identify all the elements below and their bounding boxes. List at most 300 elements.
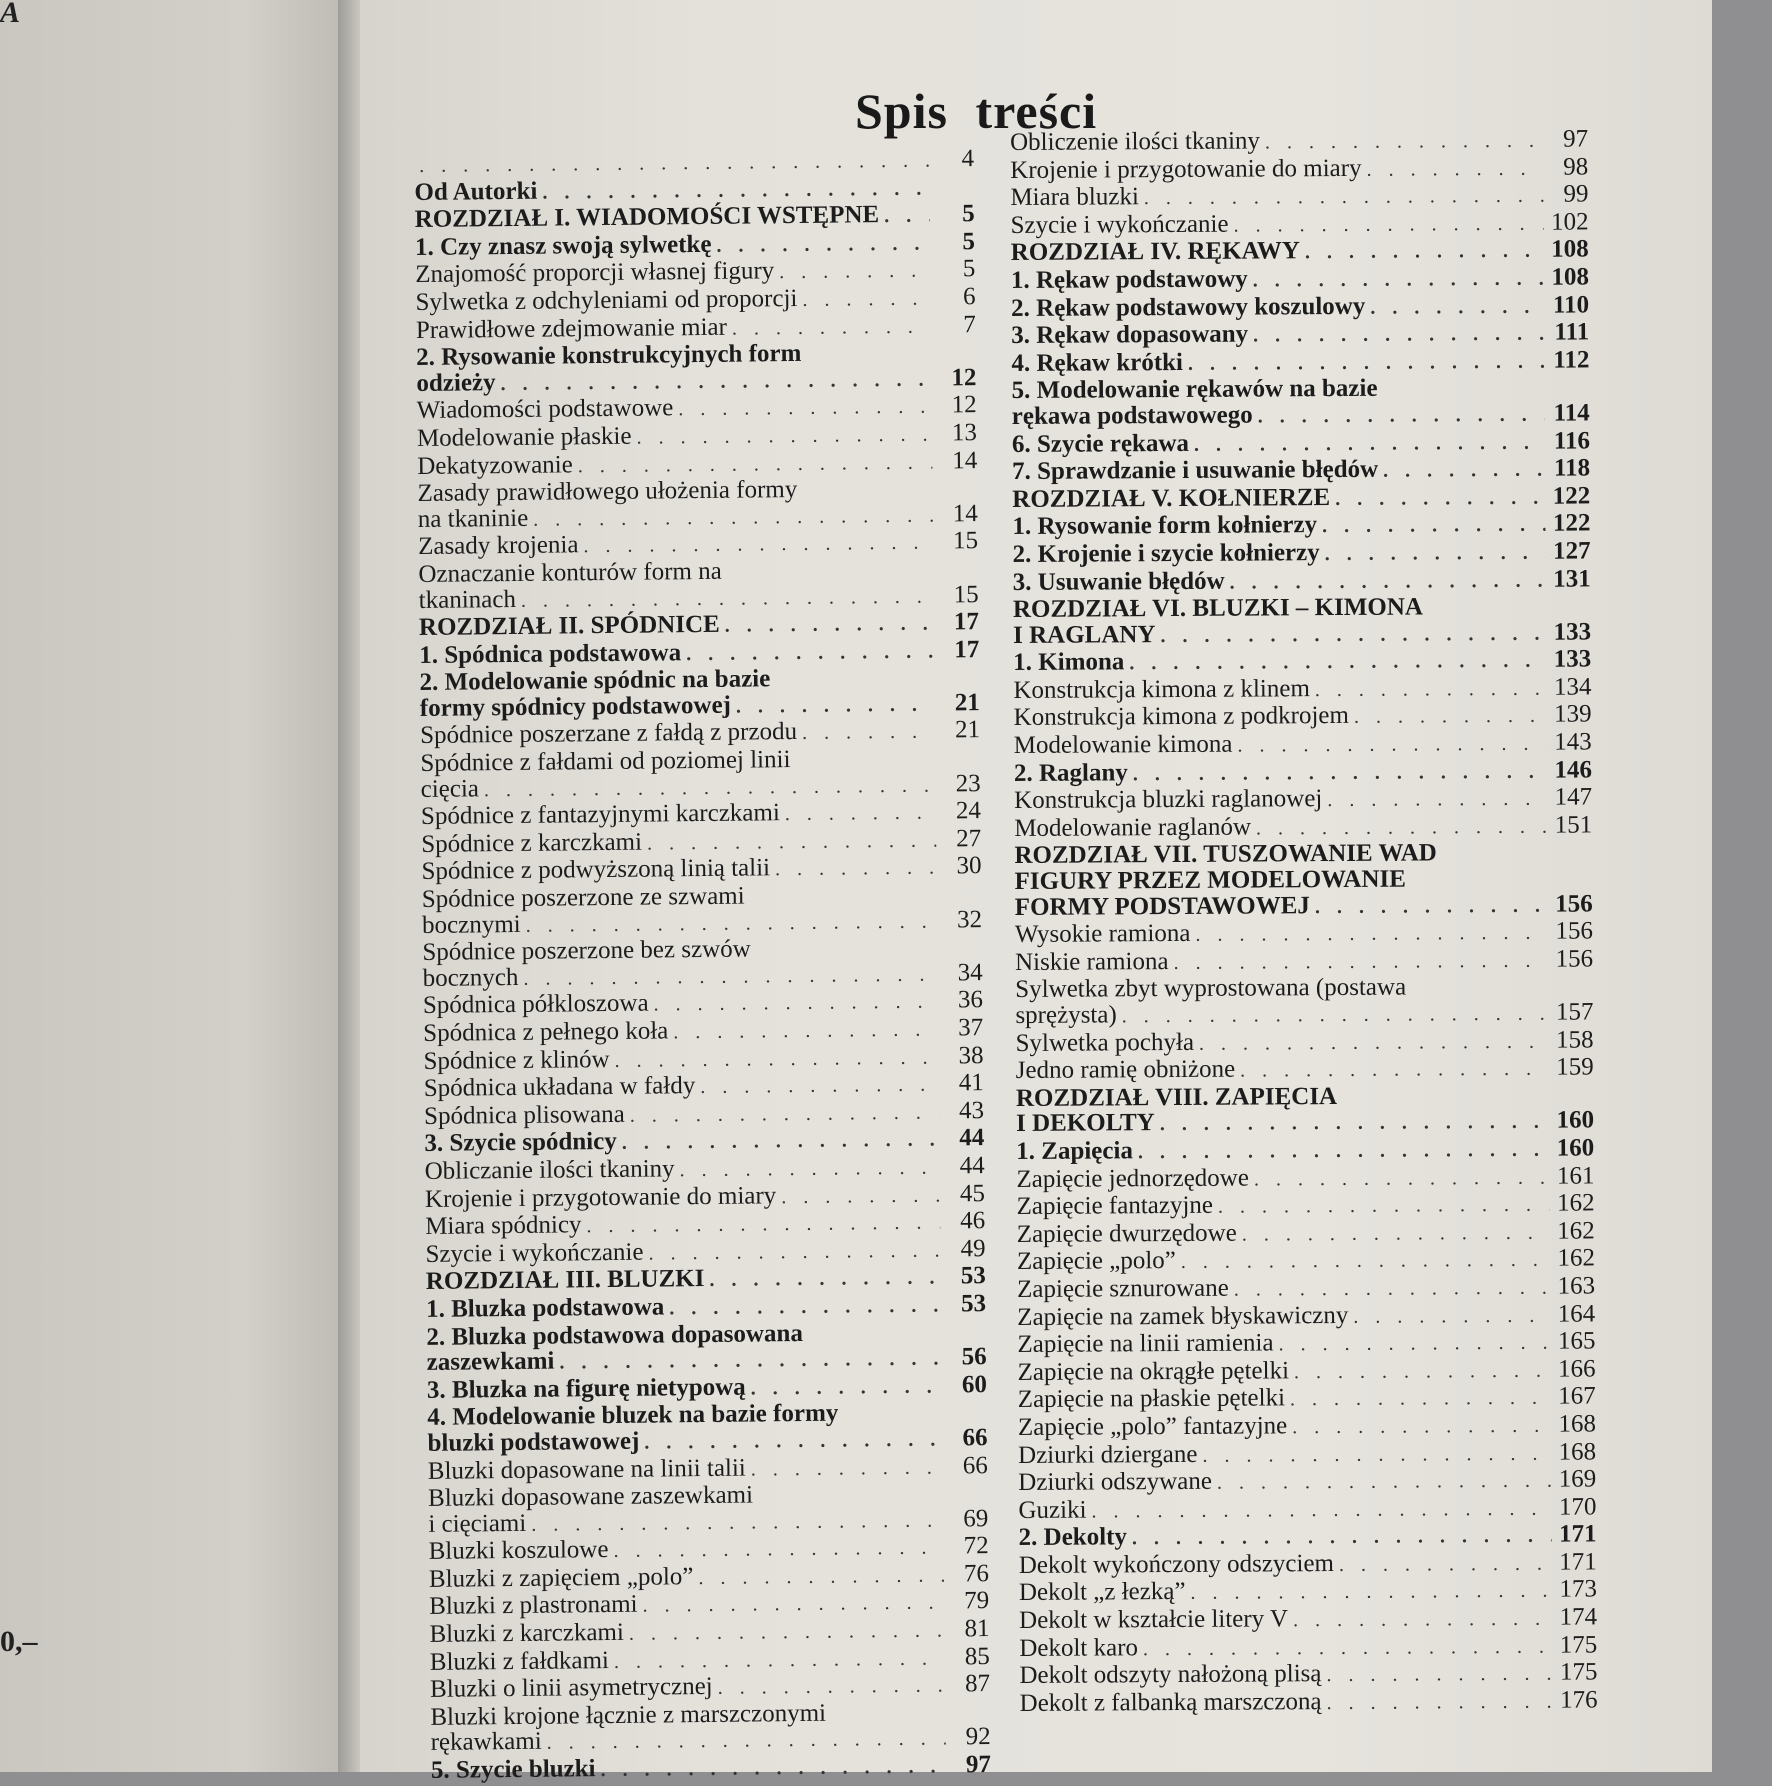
toc-page-number: 12 [937, 392, 977, 418]
toc-entry-title: 2. Krojenie i szycie kołnierzy [1013, 540, 1320, 567]
toc-entry-title: Krojenie i przygotowanie do miary [425, 1183, 777, 1212]
toc-page-number: 5 [935, 229, 975, 255]
toc-entry-title: 1. Kimona [1013, 650, 1124, 676]
toc-page-number: 69 [948, 1506, 988, 1532]
toc-entry-line [1016, 1055, 1594, 1086]
toc-entry-title-continued: rękawkami [431, 1729, 542, 1756]
toc-page-number: 99 [1548, 182, 1588, 208]
toc-page-number: 162 [1555, 1218, 1595, 1244]
toc-entry-title: Spódnice poszerzone ze szwami [422, 883, 745, 913]
toc-entry [419, 664, 980, 723]
toc-entry-line [1017, 1301, 1595, 1332]
toc-entry-title: Szycie i wykończanie [1011, 211, 1229, 238]
toc-entry-line [1010, 182, 1588, 213]
toc-page-number: 98 [1548, 154, 1588, 180]
toc-leader-dots [1091, 1496, 1551, 1524]
toc-leader-dots [1370, 294, 1544, 321]
toc-entry-line [1017, 1273, 1595, 1304]
toc-page-number: 14 [938, 501, 978, 527]
toc-entry-line [1014, 702, 1592, 733]
toc-entry-title: 7. Sprawdzanie i usuwanie błędów [1012, 457, 1378, 485]
toc-entry-title: 5. Szycie bluzki [431, 1756, 596, 1783]
toc-entry-line [1012, 456, 1590, 487]
toc-entry-line [1011, 347, 1589, 378]
toc-page-number: 44 [944, 1125, 984, 1151]
toc-entry [1016, 1055, 1594, 1086]
toc-entry [1014, 702, 1592, 733]
toc-entry-title: ROZDZIAŁ III. BLUZKI [426, 1266, 705, 1295]
toc-entry-title: Zapięcie „polo” [1017, 1248, 1176, 1275]
toc-entry-title: 1. Zapięcia [1016, 1138, 1133, 1164]
toc-page-number: 122 [1550, 483, 1590, 509]
toc-entry-title: Obliczenie ilości tkaniny [1010, 128, 1260, 155]
toc-entry-line [1017, 1329, 1595, 1360]
toc-entry-title: ROZDZIAŁ VIII. ZAPIĘCIA [1016, 1083, 1337, 1112]
toc-entry-title-continued: cięcia [421, 776, 480, 802]
toc-entry-title: Zapięcie dwurzędowe [1017, 1220, 1237, 1247]
toc-entry-title: ROZDZIAŁ IV. RĘKAWY [1011, 239, 1300, 266]
toc-entry-line [1018, 1356, 1596, 1387]
toc-page-number: 151 [1552, 812, 1592, 838]
toc-entry-title-continued: odzieży [416, 370, 495, 396]
toc-entry [1017, 1273, 1595, 1304]
toc-entry-title-continued: rękawa podstawowego [1012, 402, 1253, 429]
toc-entry-title-continued: sprężysta) [1015, 1002, 1116, 1028]
toc-leader-dots [1253, 267, 1544, 294]
toc-page-number: 76 [949, 1561, 989, 1587]
toc-leader-dots [613, 1536, 943, 1565]
toc-leader-dots [1326, 1690, 1552, 1717]
toc-entry-line [1018, 1411, 1596, 1442]
toc-entry [1019, 1522, 1597, 1553]
toc-leader-dots [1233, 212, 1543, 239]
toc-entry [1014, 757, 1592, 788]
toc-leader-dots [1173, 949, 1548, 977]
toc-entry-title: Znajomość proporcji własnej figury [415, 259, 774, 288]
toc-entry-title: 1. Bluzka podstawowa [426, 1294, 665, 1322]
toc-entry [1013, 647, 1591, 678]
toc-entry-line [1010, 154, 1588, 185]
toc-entry-title: 2. Modelowanie spódnic na bazie [419, 666, 770, 697]
toc-entry-title: Dekolt „z łezką” [1019, 1579, 1186, 1606]
toc-entry [1011, 347, 1589, 378]
toc-leader-dots [1254, 1165, 1550, 1192]
toc-page-number: 97 [951, 1752, 991, 1778]
toc-entry-title: 1. Spódnica podstawowa [419, 640, 681, 668]
toc-page-number: 46 [945, 1208, 985, 1234]
toc-page-number: 32 [942, 907, 982, 933]
toc-entry-title: Od Autorki [414, 178, 537, 205]
toc-page-number: 131 [1551, 566, 1591, 592]
toc-entry-title: ROZDZIAŁ II. SPÓDNICE [419, 612, 720, 641]
toc-page-number: 169 [1556, 1467, 1596, 1493]
toc-entry [1019, 1605, 1597, 1636]
toc-page-number: 24 [941, 798, 981, 824]
toc-leader-dots [732, 314, 931, 342]
toc-entry-title: Zapięcie na płaskie pętelki [1018, 1386, 1285, 1413]
toc-page-number: 81 [949, 1616, 989, 1642]
toc-entry [1010, 154, 1588, 185]
toc-page-number: 168 [1556, 1411, 1596, 1437]
toc-page-number: 162 [1555, 1246, 1595, 1272]
toc-entry [1011, 292, 1589, 323]
page-title: Spis treści [855, 82, 1097, 140]
toc-entry [1018, 1356, 1596, 1387]
toc-entry-title: Spódnice z karczkami [421, 829, 642, 857]
toc-entry-title: Bluzki krojone łącznie z marszczonymi [430, 1700, 826, 1731]
toc-leader-dots [614, 1646, 945, 1675]
toc-leader-dots [642, 1591, 944, 1620]
toc-page-number: 133 [1551, 619, 1591, 645]
toc-leader-dots [781, 1183, 940, 1210]
toc-leader-dots [802, 287, 930, 314]
toc-leader-dots [648, 1238, 940, 1267]
toc-entry-line [1019, 1577, 1597, 1608]
toc-entry-line [1016, 1082, 1594, 1111]
toc-page-number: 161 [1554, 1163, 1594, 1189]
toc-leader-dots [802, 720, 935, 747]
toc-leader-dots [1278, 1331, 1550, 1358]
toc-entry-title: Spódnica układana w fałdy [424, 1073, 696, 1101]
left-page [0, 0, 350, 1772]
toc-leader-dots [1354, 704, 1547, 731]
toc-page-number: 116 [1550, 428, 1590, 454]
toc-entry-title: 2. Rysowanie konstrukcyjnych form [416, 340, 802, 371]
toc-leader-dots [1305, 239, 1544, 266]
toc-entry-title: 2. Raglany [1014, 760, 1128, 786]
toc-leader-dots [1144, 184, 1544, 212]
toc-leader-dots [1339, 1552, 1552, 1579]
toc-entry [1013, 538, 1591, 569]
toc-leader-dots [1265, 129, 1543, 156]
toc-entry-title: Spódnica plisowana [424, 1102, 625, 1130]
toc-entry [1019, 1632, 1597, 1663]
toc-entry-title: Spódnice poszerzane z fałdą z przodu [420, 719, 797, 749]
toc-entry-line [1014, 840, 1592, 869]
toc-entry [431, 1752, 991, 1785]
toc-entry-line [1014, 730, 1592, 761]
toc-leader-dots [1353, 1303, 1550, 1330]
toc-entry-title: Obliczanie ilości tkaniny [425, 1156, 675, 1184]
toc-page-number: 160 [1554, 1108, 1594, 1134]
toc-entry-title: Dekolt odszyty nałożoną plisą [1019, 1661, 1321, 1688]
toc-leader-dots [1202, 1441, 1551, 1469]
toc-entry-title: Dekolt w kształcie litery V [1019, 1606, 1288, 1633]
toc-page-number: 13 [937, 420, 977, 446]
toc-entry [1019, 1577, 1597, 1608]
toc-page-number: 56 [947, 1344, 987, 1370]
toc-entry-line [1015, 946, 1593, 977]
toc-entry-line [1020, 1687, 1598, 1718]
toc-entry-line [1019, 1605, 1597, 1636]
toc-entry-title-continued: I RAGLANY [1013, 622, 1156, 648]
toc-leader-dots [559, 1347, 941, 1377]
toc-leader-dots [751, 1374, 942, 1402]
toc-page-number: 127 [1551, 538, 1591, 564]
toc-page-number: 171 [1557, 1549, 1597, 1575]
toc-entry-title: Bluzki z zapięciem „polo” [429, 1564, 694, 1592]
toc-entry-title: Zapięcie na zamek błyskawiczny [1017, 1302, 1348, 1330]
toc-entry-line [1019, 1549, 1597, 1580]
toc-entry-title-continued: FORMY PODSTAWOWEJ [1015, 893, 1310, 920]
toc-entry-continuation [1013, 619, 1591, 650]
toc-entry [1013, 674, 1591, 705]
toc-page-number: 163 [1555, 1273, 1595, 1299]
toc-entry-continuation [1016, 1108, 1594, 1139]
toc-entry [1015, 919, 1593, 950]
toc-page-number: 159 [1554, 1055, 1594, 1081]
toc-entry [1014, 840, 1592, 922]
toc-leader-dots [653, 990, 938, 1019]
toc-entry-title: Dekolt karo [1019, 1635, 1138, 1661]
toc-entry [416, 339, 977, 398]
toc-entry-line [1011, 209, 1589, 240]
toc-page-number: 38 [943, 1043, 983, 1069]
toc-entry-line [1014, 785, 1592, 816]
toc-entry-line [1016, 1027, 1594, 1058]
toc-entry [1010, 126, 1588, 157]
toc-page-number: 146 [1552, 757, 1592, 783]
toc-leader-dots [736, 692, 935, 720]
toc-entry [420, 745, 981, 804]
toc-entry-title: Dekatyzowanie [417, 452, 573, 479]
toc-entry-line [1019, 1660, 1597, 1691]
toc-entry [1017, 1329, 1595, 1360]
toc-entry [426, 1319, 987, 1378]
toc-entry-title-continued: bocznymi [422, 912, 521, 939]
toc-page-number: 45 [945, 1181, 985, 1207]
toc-leader-dots [1160, 1110, 1549, 1138]
toc-page-number: 133 [1551, 647, 1591, 673]
toc-entry-title: 3. Bluzka na figurę nietypową [427, 1374, 746, 1403]
toc-page-number: 162 [1554, 1191, 1594, 1217]
toc-leader-dots [679, 1156, 939, 1184]
toc-entry-title: ROZDZIAŁ I. WIADOMOŚCI WSTĘPNE [415, 202, 880, 232]
toc-entry [1018, 1439, 1596, 1470]
toc-entry-title-continued: zaszewkami [427, 1349, 555, 1376]
toc-leader-dots [1293, 1607, 1552, 1634]
toc-entry-title: 3. Usuwanie błędów [1013, 568, 1225, 595]
toc-leader-dots [1383, 458, 1545, 485]
toc-entry-line [1015, 974, 1593, 1003]
toc-entry [1015, 946, 1593, 977]
toc-page-number: 53 [946, 1263, 986, 1289]
toc-entry-line [1011, 237, 1589, 268]
toc-page-number: 173 [1557, 1577, 1597, 1603]
toc-entry-title: Miara spódnicy [425, 1212, 581, 1239]
toc-entry-title: Wiadomości podstawowe [417, 396, 674, 424]
toc-page-number: 36 [943, 987, 983, 1013]
toc-entry-title: Sylwetka zbyt wyprostowana (postawa [1015, 974, 1406, 1003]
toc-entry [422, 881, 983, 940]
toc-entry-line [1012, 428, 1590, 459]
toc-entry [1012, 428, 1590, 459]
toc-leader-dots [700, 1073, 939, 1101]
toc-entry-title: Dziurki dziergane [1018, 1441, 1197, 1468]
toc-entry-title: Zapięcie „polo” fantazyjne [1018, 1413, 1287, 1440]
toc-page-number: 175 [1557, 1632, 1597, 1658]
toc-entry [1018, 1494, 1596, 1525]
toc-entry [1011, 237, 1589, 268]
toc-entry-line [1013, 538, 1591, 569]
toc-entry-title: Bluzki dopasowane zaszewkami [428, 1482, 753, 1512]
toc-page-number: 102 [1548, 209, 1588, 235]
toc-page-number: 139 [1552, 702, 1592, 728]
toc-entry-title: Krojenie i przygotowanie do miary [1010, 155, 1361, 183]
toc-entry [1017, 1191, 1595, 1222]
toc-leader-dots [636, 423, 932, 452]
toc-entry-title: Modelowanie raglanów [1014, 814, 1251, 841]
toc-entry [1012, 456, 1590, 487]
toc-entry-continuation [1015, 891, 1593, 922]
toc-entry [1011, 320, 1589, 351]
toc-entry-line [1019, 1522, 1597, 1553]
toc-page-number: 14 [937, 448, 977, 474]
toc-page-number: 17 [939, 609, 979, 635]
toc-entry-title: Spódnice z podwyższoną linią talii [421, 856, 770, 885]
toc-entry-title: Spódnice z fantazyjnymi karczkami [421, 800, 780, 829]
toc-page-number: 23 [941, 771, 981, 797]
toc-entry [1017, 1301, 1595, 1332]
toc-page-number: 85 [950, 1644, 990, 1670]
toc-leader-dots [1190, 1579, 1552, 1607]
toc-entry-title: 1. Czy znasz swoją sylwetkę [415, 232, 712, 261]
toc-leader-dots [1122, 1002, 1549, 1030]
toc-entry-title: Zapięcie jednorzędowe [1016, 1165, 1249, 1192]
left-page-fragment-top: A [0, 0, 20, 30]
toc-entry [1012, 483, 1590, 514]
toc-leader-dots [725, 612, 934, 640]
toc-entry [1016, 1082, 1594, 1139]
toc-entry-title-continued: tkaninach [419, 586, 516, 613]
toc-page-number: 15 [939, 582, 979, 608]
toc-leader-dots [1258, 403, 1545, 430]
toc-entry-title: Bluzki z plastronami [429, 1592, 638, 1620]
toc-entry-title: Konstrukcja bluzki raglanowej [1014, 786, 1322, 813]
toc-entry [430, 1699, 991, 1758]
toc-entry-title-continued: bocznych [423, 965, 519, 992]
toc-leader-dots [1181, 1248, 1550, 1276]
toc-entry-title: Dekolt wykończony odszyciem [1019, 1551, 1334, 1579]
toc-leader-dots [578, 450, 933, 479]
toc-page-number: 118 [1550, 456, 1590, 482]
toc-leader-dots [1199, 1029, 1549, 1057]
toc-entry-title: Zasady prawidłowego ułożenia formy [417, 476, 797, 507]
toc-entry [1019, 1660, 1597, 1691]
toc-page-number: 168 [1556, 1439, 1596, 1465]
toc-entry [1017, 1246, 1595, 1277]
toc-entry-title: Zapięcie na linii ramienia [1017, 1331, 1273, 1358]
toc-entry [1010, 182, 1588, 213]
toc-leader-dots [1290, 1386, 1551, 1413]
toc-entry-title-continued: FIGURY PRZEZ MODELOWANIE [1015, 866, 1406, 895]
toc-leader-dots [1335, 485, 1545, 512]
toc-leader-dots [1194, 430, 1545, 458]
toc-entry-title-continued: na tkaninie [418, 506, 529, 533]
toc-entry-title: Bluzki koszulowe [429, 1537, 609, 1564]
toc-entry-title: 4. Rękaw krótki [1011, 350, 1183, 377]
toc-leader-dots [1132, 1524, 1552, 1552]
toc-entry-line [1015, 919, 1593, 950]
toc-page-number: 87 [950, 1671, 990, 1697]
toc-left-column [414, 146, 991, 1785]
toc-entry [1013, 594, 1591, 651]
toc-entry-line [1018, 1467, 1596, 1498]
toc-leader-dots [1240, 1057, 1549, 1084]
toc-page-number: 147 [1552, 785, 1592, 811]
toc-leader-dots [1292, 1414, 1551, 1441]
toc-entry [1014, 812, 1592, 843]
toc-leader-dots [614, 1045, 938, 1074]
toc-entry [1017, 1218, 1595, 1249]
toc-page-number: 49 [945, 1236, 985, 1262]
toc-leader-dots [678, 395, 932, 423]
toc-leader-dots [751, 1455, 943, 1483]
toc-entry-title: Jedno ramię obniżone [1016, 1057, 1236, 1084]
toc-entry [1013, 566, 1591, 597]
toc-leader-dots [698, 1563, 944, 1591]
toc-page-number: 17 [939, 637, 979, 663]
toc-leader-dots [785, 801, 936, 828]
toc-entry-continuation [1012, 400, 1590, 431]
toc-entry-line [1018, 1384, 1596, 1415]
toc-page-number: 176 [1558, 1687, 1598, 1713]
toc-entry-title: Konstrukcja kimona z podkrojem [1014, 703, 1349, 731]
toc-page-number: 37 [943, 1015, 983, 1041]
toc-page-number: 170 [1556, 1494, 1596, 1520]
toc-leader-dots [1160, 621, 1546, 649]
toc-entry-title: Sylwetka pochyła [1016, 1029, 1195, 1056]
toc-entry-continuation [1015, 865, 1593, 894]
toc-entry-line [431, 1752, 991, 1785]
toc-entry-title: 1. Rysowanie form kołnierzy [1012, 512, 1317, 539]
toc-entry-title: Zapięcie na okrągłe pętelki [1018, 1358, 1290, 1385]
toc-entry [1016, 1027, 1594, 1058]
toc-page-number: 5 [935, 201, 975, 227]
toc-entry [428, 1480, 989, 1539]
toc-entry-title: Miara bluzki [1010, 184, 1139, 210]
toc-page-number: 66 [948, 1453, 988, 1479]
toc-leader-dots [718, 1674, 946, 1702]
toc-leader-dots [779, 259, 930, 286]
toc-entry-line [1017, 1246, 1595, 1277]
toc-leader-dots [644, 1427, 942, 1456]
toc-entry [418, 556, 979, 615]
toc-leader-dots [884, 204, 930, 230]
toc-entry-line [1014, 757, 1592, 788]
toc-entry [1019, 1549, 1597, 1580]
toc-entry-line [1017, 1218, 1595, 1249]
toc-leader-dots [1256, 815, 1547, 842]
toc-page-number: 108 [1549, 264, 1589, 290]
toc-entry-title: 6. Szycie rękawa [1012, 430, 1189, 457]
left-page-fragment-bottom: 0,– [0, 1625, 38, 1659]
toc-entry-title: Konstrukcja kimona z klinem [1013, 676, 1310, 703]
toc-leader-dots [1294, 1358, 1551, 1385]
toc-entry-line [1018, 1439, 1596, 1470]
toc-leader-dots [1218, 1193, 1550, 1221]
toc-entry-title: ROZDZIAŁ VI. BLUZKI – KIMONA [1013, 594, 1423, 624]
toc-entry [427, 1399, 988, 1458]
toc-entry-title: Szycie i wykończanie [425, 1239, 643, 1267]
toc-entry-title: Niskie ramiona [1015, 949, 1169, 976]
toc-entry-title: 3. Szycie spódnicy [424, 1129, 617, 1157]
toc-page-number: 175 [1557, 1660, 1597, 1686]
toc-page-number: 12 [936, 365, 976, 391]
toc-entry-title: 2. Rękaw podstawowy koszulowy [1011, 293, 1365, 321]
toc-entry [1011, 209, 1589, 240]
toc-leader-dots [1234, 1276, 1550, 1304]
